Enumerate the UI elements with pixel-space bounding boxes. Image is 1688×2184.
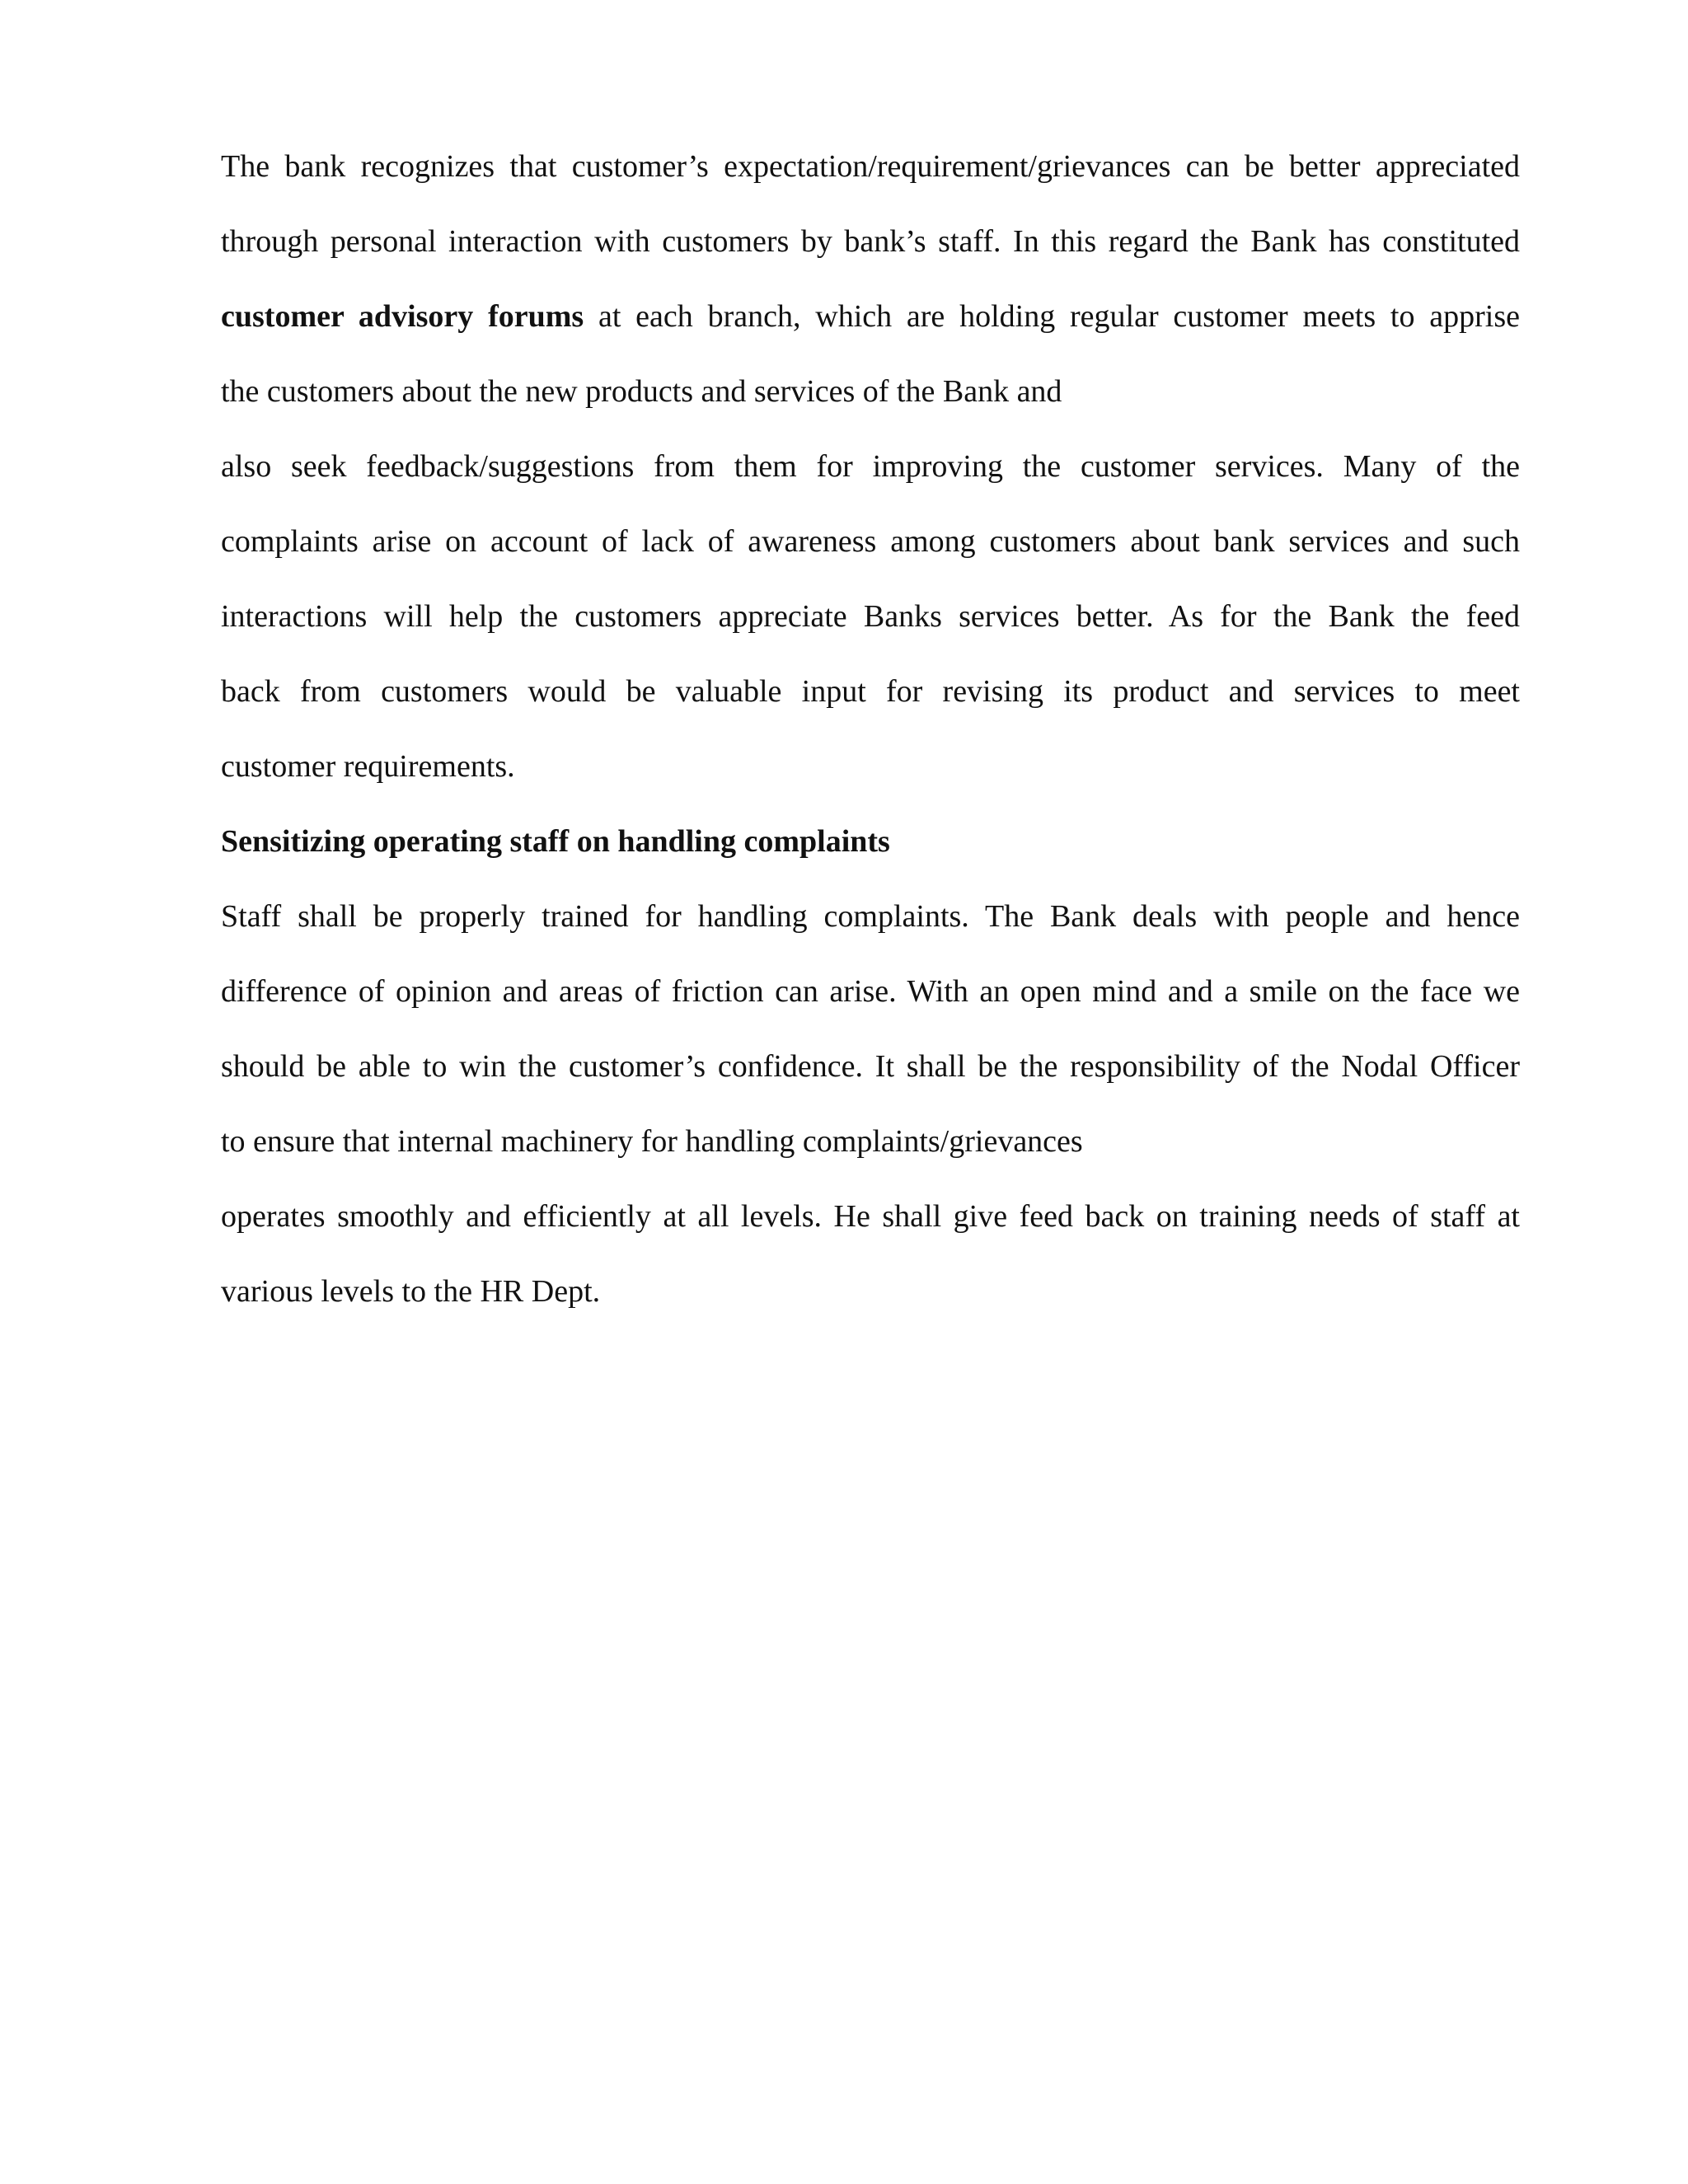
paragraph-3-line-3: should be able to win the customer’s confidence. It shall be the responsibility of the Nodal Officer	[221, 1049, 1520, 1084]
paragraph-4-line-2: various levels to the HR Dept.	[221, 1274, 601, 1309]
paragraph-1-line-4: the customers about the new products and services of the Bank and	[221, 374, 1062, 409]
paragraph-4-line-1: operates smoothly and efficiently at all levels. He shall give feed back on training needs of staff at	[221, 1199, 1520, 1234]
paragraph-2-line-3: interactions will help the customers appreciate Banks services better. As for the Bank the feed	[221, 599, 1520, 634]
paragraph-2-line-1: also seek feedback/suggestions from them for improving the customer services. Many of the	[221, 449, 1520, 484]
document-body	[221, 129, 1520, 1329]
paragraph-2-line-4: back from customers would be valuable input for revising its product and services to meet	[221, 674, 1520, 709]
paragraph-2-line-2: complaints arise on account of lack of awareness among customers about bank services and such	[221, 524, 1520, 559]
paragraph-3-line-1: Staff shall be properly trained for handling complaints. The Bank deals with people and hence	[221, 899, 1520, 934]
paragraph-1-line-3	[221, 279, 1520, 354]
paragraph-1-line-3-rest: at each branch, which are holding regular customer meets to apprise	[584, 299, 1520, 334]
paragraph-2-line-5: customer requirements.	[221, 749, 515, 784]
paragraph-3-line-4: to ensure that internal machinery for handling complaints/grievances	[221, 1124, 1083, 1159]
paragraph-3-line-2: difference of opinion and areas of friction can arise. With an open mind and a smile on the face we	[221, 974, 1520, 1009]
paragraph-1-line-1: The bank recognizes that customer’s expectation/requirement/grievances can be better appreciated	[221, 149, 1520, 184]
paragraph-1-line-2: through personal interaction with customers by bank’s staff. In this regard the Bank has constituted	[221, 224, 1520, 259]
bold-term-customer-advisory-forums: customer advisory forums	[221, 299, 584, 334]
section-heading: Sensitizing operating staff on handling complaints	[221, 824, 890, 859]
